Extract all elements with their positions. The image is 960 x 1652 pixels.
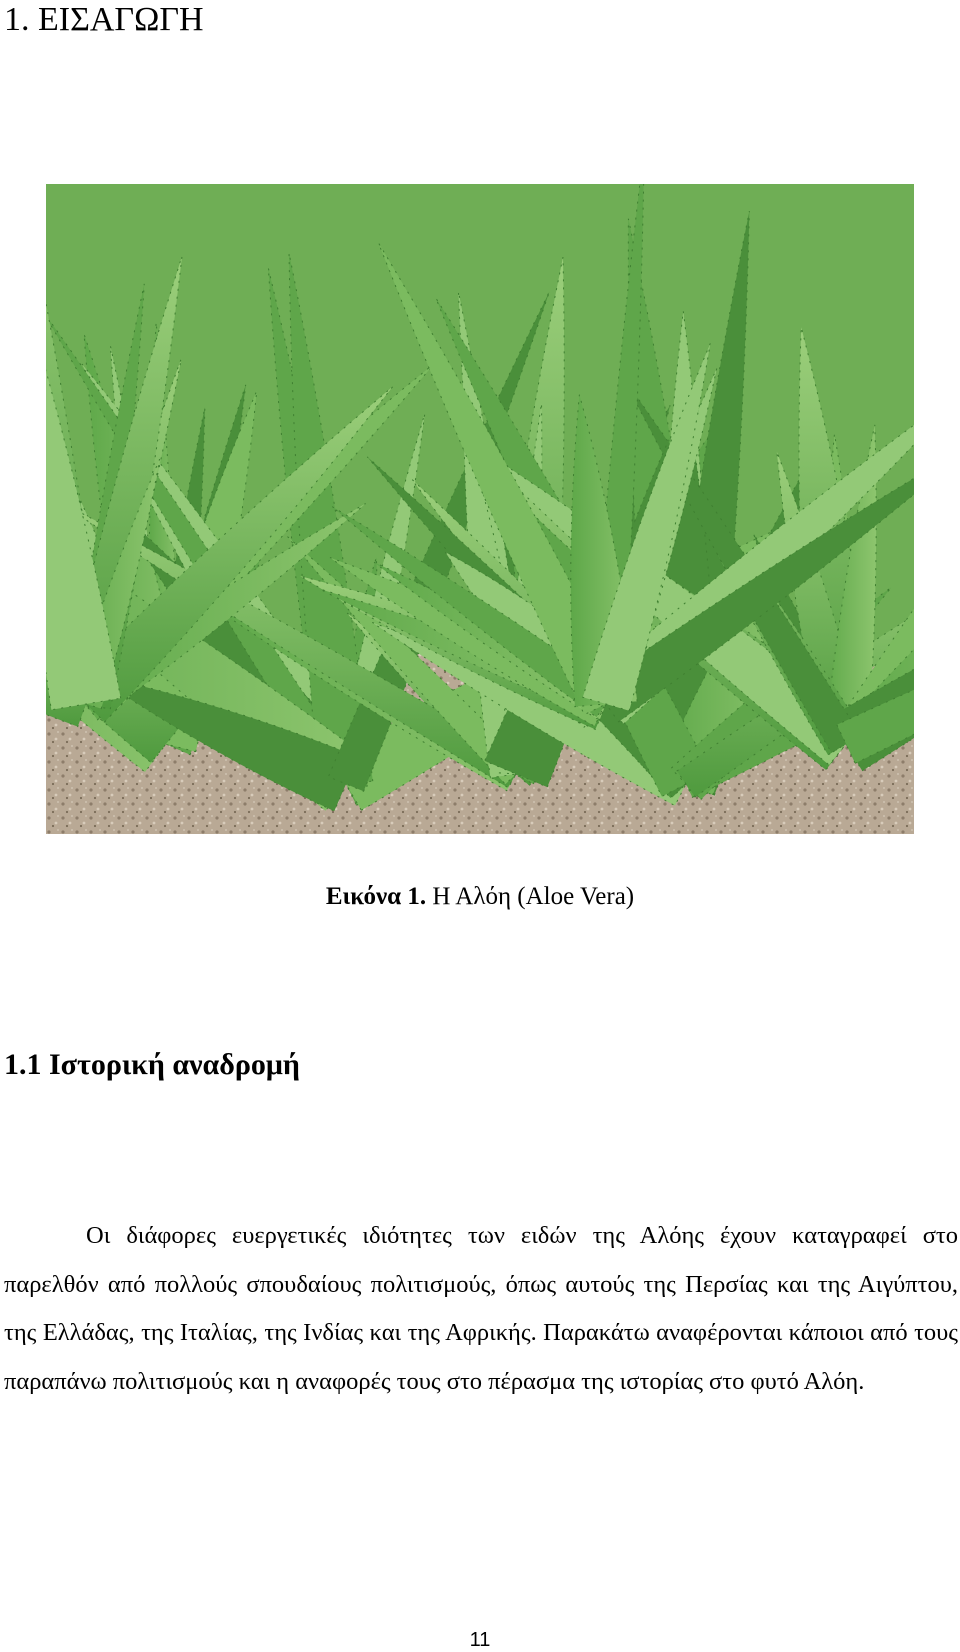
page-number: 11: [469, 1629, 491, 1651]
chapter-title: 1. ΕΙΣΑΓΩΓΗ: [4, 1, 204, 38]
figure-caption-label: Εικόνα 1.: [325, 883, 427, 910]
aloe-vera-figure: [46, 184, 914, 834]
section-paragraph: Οι διάφορες ευεργετικές ιδιότητες των ειδών της Αλόης έχουν καταγραφεί στο παρελθόν από πολλούς σπουδαίους πολιτισμούς, όπως αυτούς της Περσίας και της Αιγύπτου, της Ελλάδας, της Ιταλίας, της Ινδίας και της Αφρικής. Παρακάτω αναφέρονται κάποιοι από τους παραπάνω πολιτισμούς και η αναφορές τους στο πέρασμα της ιστορίας στο φυτό Αλόη.: [4, 1222, 958, 1395]
figure-caption: [0, 882, 960, 912]
figure-caption-text: Η Αλόη (Aloe Vera): [426, 883, 635, 910]
section-title: 1.1 Ιστορική αναδρομή: [4, 1048, 300, 1081]
aloe-vera-plant-icon: [46, 184, 914, 834]
